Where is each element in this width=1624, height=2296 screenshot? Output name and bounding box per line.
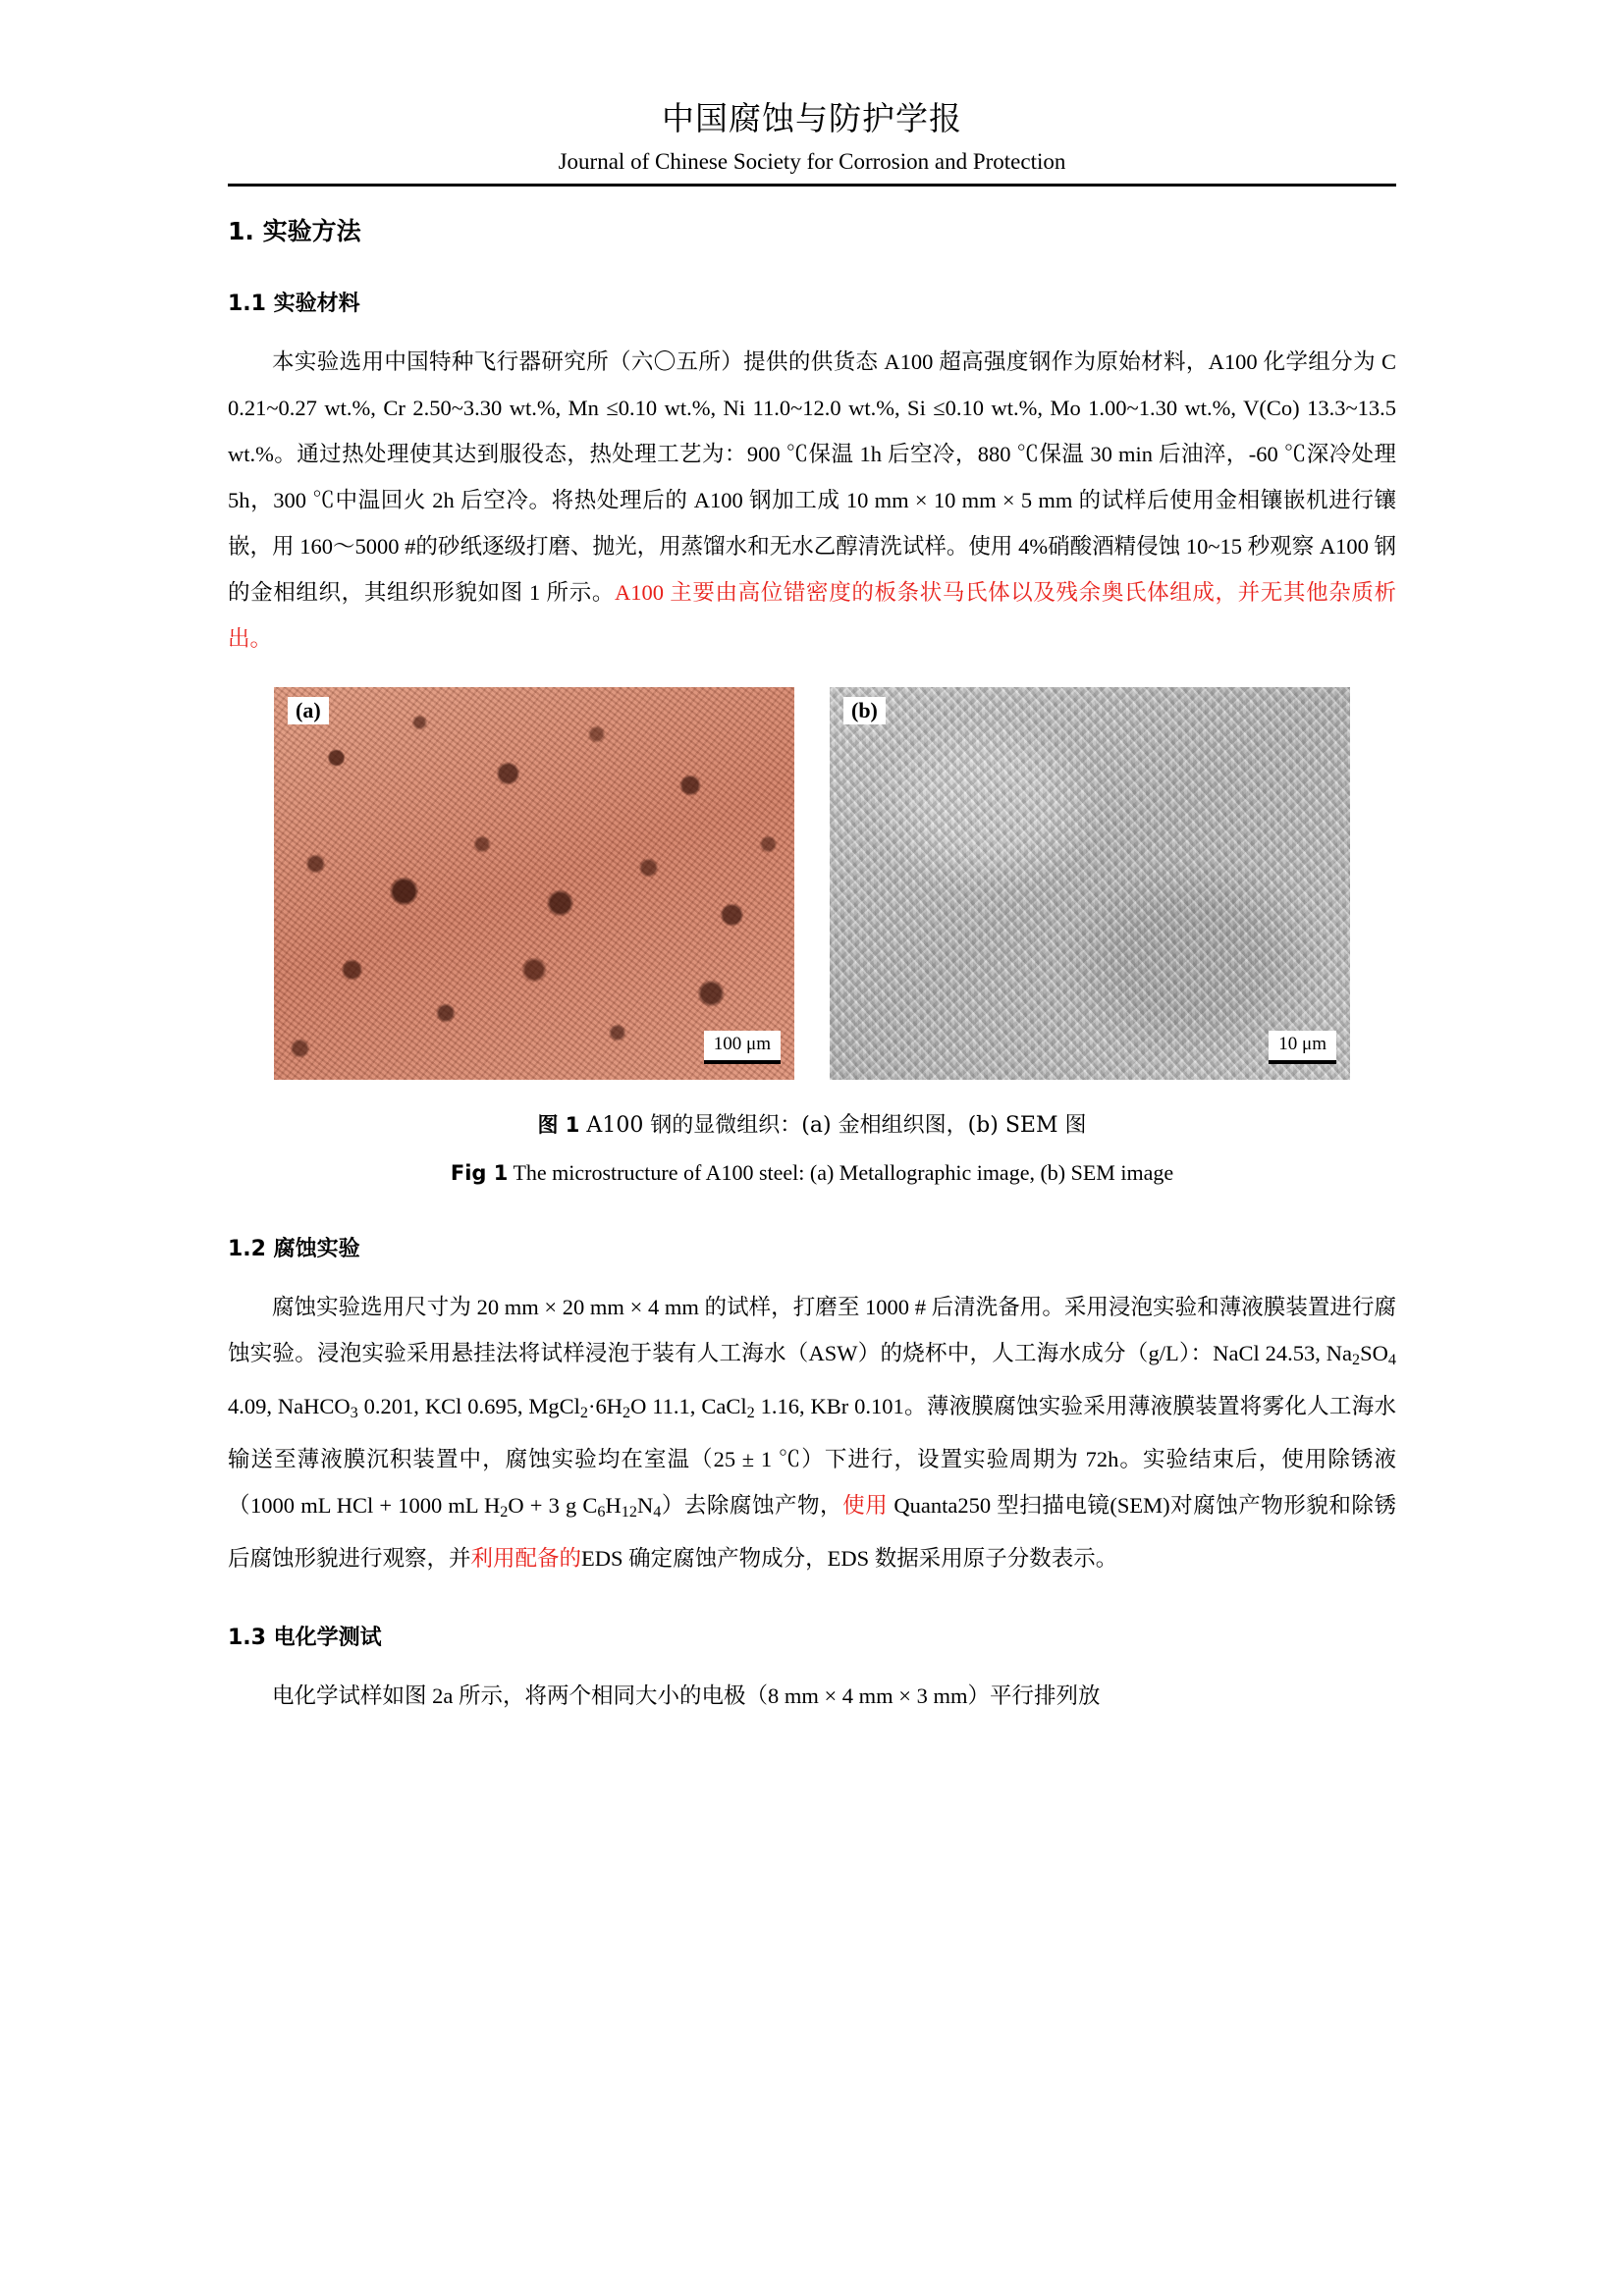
paragraph-materials-text: 本实验选用中国特种飞行器研究所（六〇五所）提供的供货态 A100 超高强度钢作为原始材料，A100 化学组分为 C 0.21~0.27 wt.%, Cr 2.50~3.30 wt.%, Mn ≤0.10 wt.%, Ni 11.0~12.0 wt.%, Si ≤0.10 wt.%, Mo 1.00~1.30 wt.%, V(Co) 13.3~13.5 wt.%。通过热处理使其达到服役态，热处理工艺为：900 ℃保温 1h 后空冷，880 ℃保温 30 min 后油淬，-60 ℃深冷处理 5h，300 ℃中温回火 2h 后空冷。将热处理后的 A100 钢加工成 10 mm × 10 mm × 5 mm 的试样后使用金相镶嵌机进行镶嵌，用 160～5000 #的砂纸逐级打磨、抛光，用蒸馏水和无水乙醇清洗试样。使用 4%硝酸酒精侵蚀 10~15 秒观察 A100 钢的金相组织，其组织形貌如图 1 所示。 [228, 349, 1396, 605]
journal-title-en: Journal of Chinese Society for Corrosion and Protection [558, 149, 1066, 174]
page-content [228, 0, 1396, 1719]
figure-1-panel-b-sem-image [830, 687, 1350, 1080]
paragraph-materials [228, 339, 1396, 662]
sub-4b: 4 [653, 1503, 662, 1522]
figure-1-caption-cn-label: 图 1 [537, 1113, 580, 1137]
corrosion-text-8: O + 3 g C [508, 1493, 598, 1519]
subsection-heading-1-3: 1.3 电化学测试 [228, 1626, 382, 1651]
sub-4a: 4 [1387, 1351, 1396, 1369]
sub-12a: 12 [621, 1503, 637, 1522]
corrosion-text-9: H [605, 1493, 622, 1519]
section-heading-1: 1. 实验方法 [228, 217, 361, 245]
subsection-heading-1-2: 1.2 腐蚀实验 [228, 1237, 360, 1261]
sub-3a: 3 [350, 1404, 358, 1422]
panel-b-label: (b) [843, 697, 886, 724]
corrosion-text-12: Quanta250 型扫描电镜(SEM)对腐蚀产物形貌和除锈后腐蚀形貌进行观察，并 [228, 1493, 1396, 1572]
corrosion-text-2: SO [1360, 1341, 1388, 1365]
header-divider [228, 184, 1396, 187]
sub-2d: 2 [746, 1404, 755, 1422]
paragraph-corrosion-experiment [228, 1284, 1396, 1581]
sub-2a: 2 [1352, 1351, 1361, 1369]
figure-1-panel-a-metallographic-image [274, 687, 794, 1080]
corrosion-text-3: 4.09, NaHCO [228, 1394, 351, 1419]
corrosion-text-10: N [636, 1493, 654, 1519]
corrosion-text-13: EDS 确定腐蚀产物成分，EDS 数据采用原子分数表示。 [581, 1546, 1118, 1572]
journal-title-cn: 中国腐蚀与防护学报 [662, 99, 962, 137]
scalebar-a: 100 μm [704, 1031, 781, 1064]
corrosion-text-6: O 11.1, CaCl [630, 1394, 747, 1419]
corrosion-text-5: ·6H [588, 1394, 623, 1419]
figure-1-caption-en [228, 1153, 1396, 1193]
subsection-heading-1-1: 1.1 实验材料 [228, 292, 360, 316]
figure-1-caption-cn-text: A100 钢的显微组织：(a) 金相组织图，(b) SEM 图 [579, 1113, 1087, 1138]
figure-1 [228, 687, 1396, 1080]
scalebar-b: 10 μm [1269, 1031, 1336, 1064]
sub-2e: 2 [500, 1503, 509, 1522]
corrosion-text-1: 腐蚀实验选用尺寸为 20 mm × 20 mm × 4 mm 的试样，打磨至 1000 # 后清洗备用。采用浸泡实验和薄液膜装置进行腐蚀实验。浸泡实验采用悬挂法将试样浸泡于装有人工海水（ASW）的烧杯中，人工海水成分（g/L）：NaCl 24.53, Na [228, 1295, 1396, 1365]
corrosion-highlight-2: 利用配备的 [470, 1546, 582, 1572]
paragraph-materials-highlight: A100 主要由高位错密度的板条状马氏体以及残余奥氏体组成，并无其他杂质析出。 [228, 580, 1396, 651]
corrosion-text-11: ）去除腐蚀产物， [661, 1493, 843, 1519]
paragraph-electrochemical: 电化学试样如图 2a 所示，将两个相同大小的电极（8 mm × 4 mm × 3 mm）平行排列放 [272, 1683, 1101, 1709]
corrosion-highlight-1: 使用 [842, 1493, 889, 1519]
journal-header [228, 0, 1396, 187]
corrosion-text-7: 1.16, KBr 0.101。薄液膜腐蚀实验采用薄液膜装置将雾化人工海水输送至薄液膜沉积装置中，腐蚀实验均在室温（25 ± 1 ℃）下进行，设置实验周期为 72h。实验结束后，使用除锈液（1000 mL HCl + 1000 mL H [228, 1394, 1396, 1519]
sub-2b: 2 [579, 1404, 588, 1422]
sub-6a: 6 [597, 1503, 606, 1522]
figure-1-caption-en-text: The microstructure of A100 steel: (a) Metallographic image, (b) SEM image [508, 1160, 1174, 1185]
panel-a-label: (a) [288, 697, 329, 724]
figure-1-caption-en-label: Fig 1 [450, 1161, 509, 1185]
corrosion-text-4: 0.201, KCl 0.695, MgCl [357, 1394, 580, 1419]
figure-1-caption-cn [228, 1105, 1396, 1146]
sub-2c: 2 [623, 1404, 631, 1422]
